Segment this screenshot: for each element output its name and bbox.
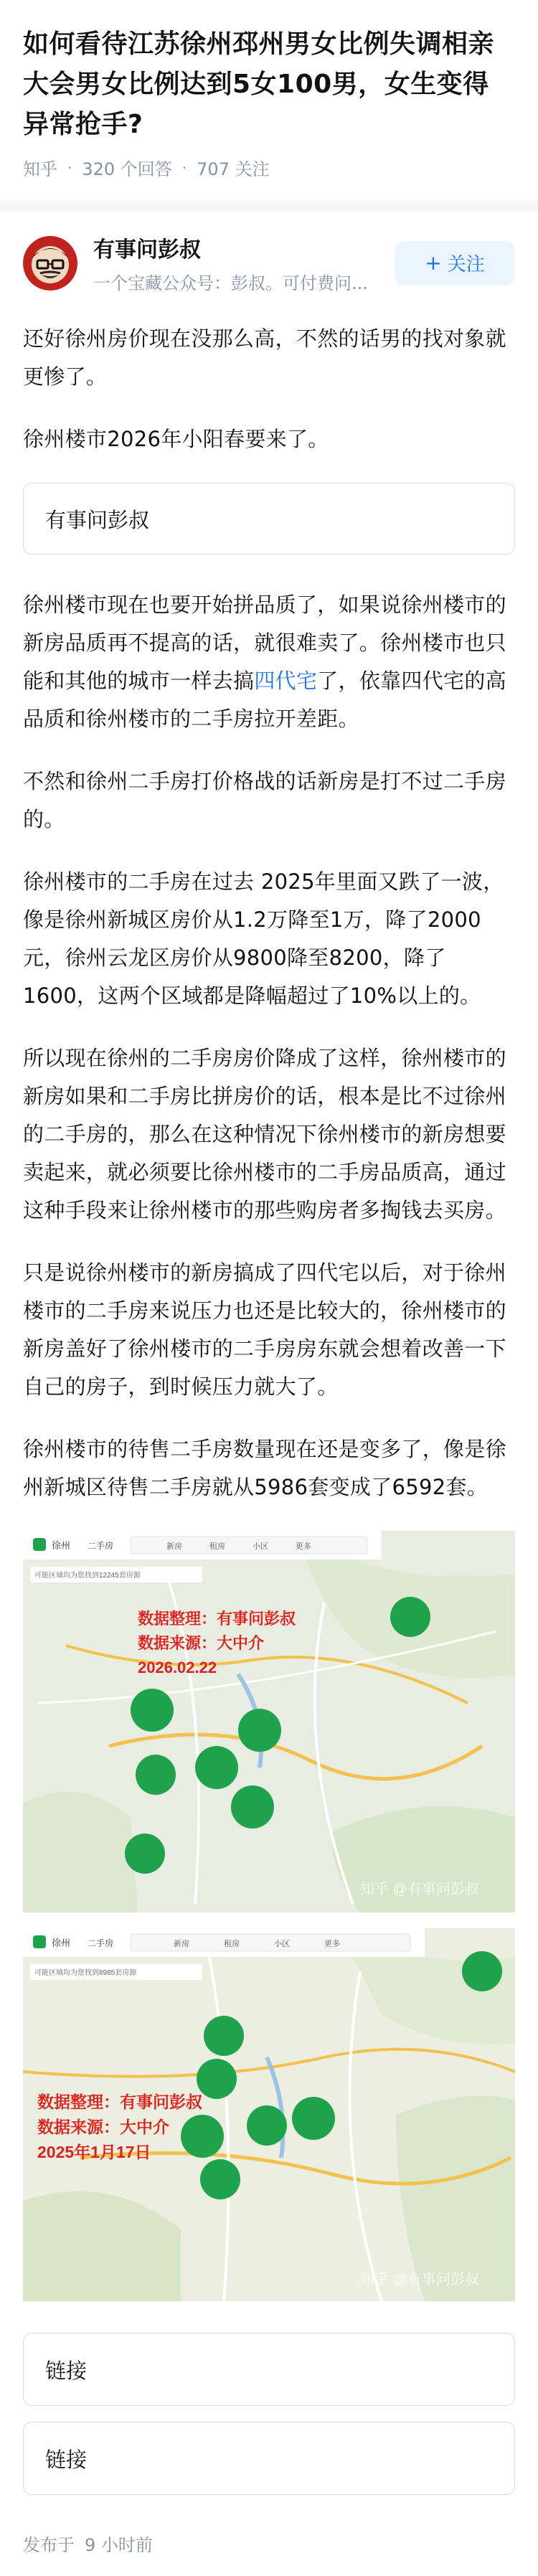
paragraph: 还好徐州房价现在没那么高，不然的话男的找对象就更惨了。 (23, 326, 506, 389)
follow-button[interactable] (395, 241, 515, 286)
author-card[interactable] (23, 483, 515, 555)
overlay-text: 数据整理：有事问彭叔 (37, 2093, 202, 2111)
author-card-label: 有事问彭叔 (45, 507, 150, 532)
paragraph: 徐州楼市2026年小阳春要来了。 (23, 427, 329, 451)
author-row (0, 212, 538, 294)
map-tab: 小区 (274, 1940, 290, 1948)
avatar[interactable] (23, 236, 77, 291)
question-header (0, 0, 538, 180)
district-marker[interactable] (125, 1834, 165, 1874)
district-marker[interactable] (197, 2059, 237, 2099)
paragraph: 只是说徐州楼市的新房搞成了四代宅以后，对于徐州楼市的二手房来说压力也还是比较大的，徐州楼市的新房盖好了徐州楼市的二手房房东就会想着改善一下自己的房子，到时候压力就大了。 (23, 1260, 506, 1399)
watermark: 知乎 @有事问彭叔 (360, 2272, 479, 2288)
paragraph (23, 586, 515, 738)
paragraph: 所以现在徐州的二手房房价降成了这样，徐州楼市的新房如果和二手房比拼房价的话，根本是比不过徐州的二手房的，那么在这种情况下徐州楼市的新房想要卖起来，就必须要比徐州楼市的二手房品质高，通过这种手段来让徐州楼市的那些购房者多掏钱去买房。 (23, 1046, 506, 1222)
district-marker[interactable] (131, 1689, 174, 1732)
question-title[interactable]: 如何看待江苏徐州邳州男女比例失调相亲大会男女比例达到5女100男，女生变得异常抢手? (23, 29, 495, 139)
keyword-link[interactable]: 四代宅 (254, 669, 318, 693)
map-image (23, 1928, 515, 2301)
map-tab: 更多 (296, 1542, 311, 1551)
map-app-name: 徐州 (52, 1938, 71, 1948)
district-marker[interactable] (292, 2097, 335, 2140)
meta-separator: · (67, 159, 72, 176)
district-marker[interactable] (200, 2159, 240, 2199)
overlay-text: 2025年1月17日 (37, 2143, 151, 2161)
district-marker[interactable] (136, 1755, 176, 1795)
map-tab: 租房 (209, 1542, 225, 1551)
link-card[interactable] (23, 2422, 515, 2495)
follow-button-label: 关注 (447, 254, 485, 275)
map-image (23, 1531, 515, 1912)
plus-icon: + (425, 250, 442, 275)
map-tab: 小区 (253, 1542, 268, 1551)
map-tab: 新房 (174, 1940, 189, 1948)
published-time: 9 小时前 (85, 2535, 153, 2555)
answer-footer (0, 2511, 538, 2576)
answer-count[interactable]: 320 个回答 (82, 159, 172, 179)
published-label: 发布于 (23, 2535, 75, 2555)
district-marker[interactable] (181, 2115, 224, 2158)
map-tab: 二手房 (88, 1541, 114, 1551)
paragraph: 徐州楼市的二手房在过去 2025年里面又跌了一波，像是徐州新城区房价从1.2万降至1万，降了2000元，徐州云龙区房价从9800降至8200，降了1600，这两个区域都是降幅超过了10%以上的。 (23, 869, 504, 1008)
overlay-text: 数据来源：大中介 (37, 2118, 169, 2136)
map-tab: 二手房 (88, 1938, 114, 1948)
district-marker[interactable] (238, 1709, 281, 1752)
map-tab: 新房 (166, 1542, 182, 1551)
paragraph: 不然和徐州二手房打价格战的话新房是打不过二手房的。 (23, 769, 506, 831)
district-marker[interactable] (204, 2016, 244, 2056)
app-logo-icon (33, 1935, 46, 1948)
answer-content (0, 294, 538, 2495)
district-marker[interactable] (231, 1785, 274, 1829)
link-card-label: 链接 (45, 2358, 88, 2383)
overlay-text: 数据来源：大中介 (138, 1634, 265, 1652)
link-card[interactable] (23, 2333, 515, 2406)
overlay-text: 数据整理：有事问彭叔 (138, 1610, 296, 1628)
avatar-illustration (23, 236, 77, 291)
map-tab: 租房 (224, 1940, 240, 1948)
author-name[interactable]: 有事问彭叔 (93, 237, 201, 263)
map-notice: 可能区域均为您找到12245套房源 (34, 1572, 141, 1580)
map-app-name: 徐州 (52, 1540, 71, 1551)
paragraph-text: 徐州楼市现在也要开始拼品质了，如果说徐州楼市的新房品质再不提高的话，就很难卖了。徐州楼市也只能和其他的城市一样去搞 (23, 593, 506, 693)
district-marker[interactable] (390, 1597, 430, 1637)
district-marker[interactable] (462, 1951, 502, 1991)
map-notice: 可能区域均为您找到8985套房源 (34, 1969, 137, 1977)
follower-count: 707 关注 (197, 159, 270, 179)
app-logo-icon (33, 1538, 46, 1551)
district-marker[interactable] (247, 2105, 287, 2146)
question-meta (23, 155, 515, 180)
green-area (23, 1792, 138, 1912)
map-screenshot-2025[interactable] (23, 1928, 515, 2301)
link-card-label: 链接 (45, 2447, 88, 2472)
author-info (93, 232, 395, 294)
source-label[interactable]: 知乎 (23, 159, 57, 179)
paragraph: 徐州楼市的待售二手房数量现在还是变多了，像是徐州新城区待售二手房就从5986套变成了6592套。 (23, 1437, 506, 1499)
meta-separator: · (181, 159, 187, 176)
map-tab: 更多 (324, 1940, 340, 1948)
author-description: 一个宝藏公众号：彭叔。可付费问... (93, 273, 368, 293)
overlay-text: 2026.02.22 (138, 1659, 217, 1676)
watermark: 知乎 @有事问彭叔 (360, 1882, 479, 1897)
paragraph-text: 了，依靠四代宅的高品质和徐州楼市的二手房拉开差距。 (23, 669, 506, 731)
district-marker[interactable] (195, 1746, 238, 1789)
map-screenshot-2026[interactable] (23, 1531, 515, 1912)
section-divider (0, 200, 538, 212)
